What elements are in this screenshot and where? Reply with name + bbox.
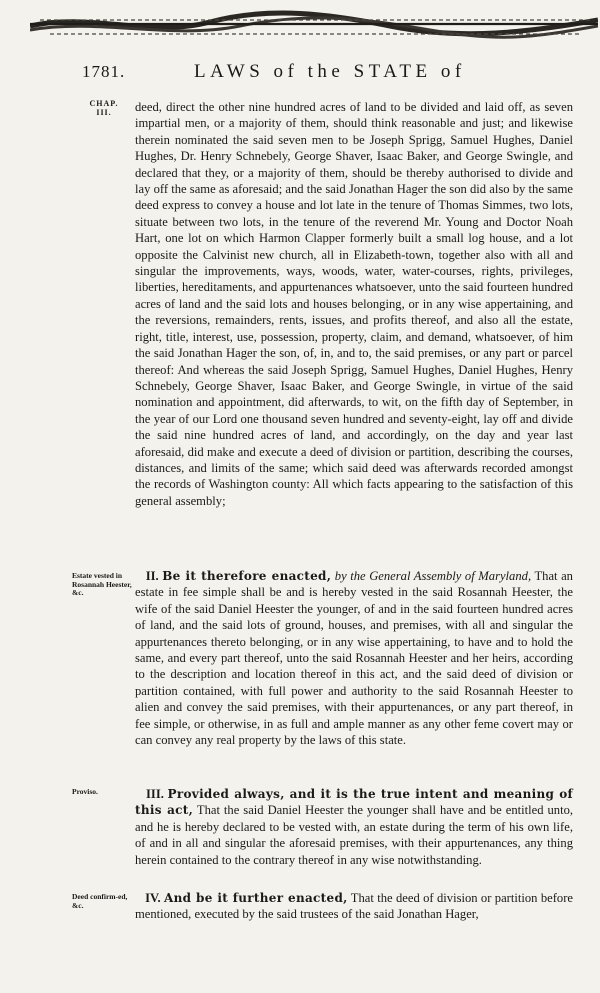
section-4: [135, 890, 573, 923]
running-header: [82, 62, 582, 88]
margin-chapter: [84, 100, 124, 117]
section-2: [135, 568, 573, 748]
continuation-paragraph: [135, 99, 573, 509]
section-3-lead: Provided always, and it is the true intent and meaning of this act,: [135, 787, 573, 818]
section-2-enacting: by the General Assembly of Maryland,: [334, 569, 532, 583]
margin-note-deed: Deed confirm-ed, &c.: [72, 892, 128, 910]
page-year: 1781.: [82, 62, 126, 81]
section-3: [135, 786, 573, 868]
section-2-paragraph: [135, 568, 573, 748]
margin-note-estate: Estate vested in Rosannah Heester, &c.: [72, 571, 132, 597]
section-4-text: That the deed of division or partition before mentioned, executed by the said trustees of the said Jonathan Hager,: [135, 891, 573, 922]
header-ornament: [30, 8, 598, 42]
margin-note-proviso: Proviso.: [72, 787, 98, 796]
section-2-lead: Be it therefore enacted,: [162, 569, 332, 583]
section-4-number: IV.: [145, 891, 161, 905]
chapter-label: CHAP.: [89, 99, 119, 108]
section-3-paragraph: [135, 786, 573, 868]
continuation-text: deed, direct the other nine hundred acres of land to be divided and laid off, as seven impartial men, or a majority of them, should think reasonable and just; and likewise therein nominated the said seven men to be Joseph Sprigg, Samuel Hughes, Daniel Hughes, Dr. Henry Schnebely, George Shaver, Isaac Baker, and George Swingle, and declared that they, or a majority of them, should be thereby authorised to divide and lay off the same as aforesaid; and the said Jonathan Hager the son did also by the same deed express to convey a house and lot late in the tenure of Thomas Simmes, two lots, situate between two lots, in the tenure of the reverend Mr. Young and Doctor Noah Hart, one lot on which Harmon Clapper formerly built a small log house, and a lot opposite the Calvinist new church, all in Elizabeth-town, together also with all and singular the improvements, ways, woods, water, water-courses, rights, privileges, liberties, hereditaments, and appurtenances whatsoever, unto the said fourteen hundred acres of land and the said lots and houses belonging, or in any wise appertaining, and the reversions, remainders, rents, issues, and profits thereof, and also all the estate, right, title, interest, use, possession, property, claim, and demand, whatsoever, of him the said Jonathan Hager the son, of, in, and to, the said premises, or any part or parcel thereof: And whereas the said Joseph Sprigg, Samuel Hughes, Daniel Hughes, Henry Schnebely, George Shaver, Isaac Baker, and George Swingle, in virtue of the said nomination and appointment, did afterwards, to wit, on the fifth day of September, in the year of our Lord one thousand seven hundred and seventy-eight, lay off and divide the said nine hundred acres of land, and accordingly, on the day and year last aforesaid, did make and execute a deed of division or partition, describing the courses, distances, and limits of the same; which said deed was afterwards recorded amongst the records of Washington county: All which facts appearing to the satisfaction of this general assembly;: [135, 100, 573, 508]
section-4-lead: And be it further enacted,: [164, 891, 348, 905]
section-3-text: That the said Daniel Heester the younger shall have and be entitled unto, and he is hereby declared to be vested with, an estate during the term of his own life, of and in all and singular the aforesaid premises, with their appurtenances, any thing herein contained to the contrary thereof in any wise notwithstanding.: [135, 803, 574, 867]
section-4-paragraph: [135, 890, 573, 923]
running-title: LAWS of the STATE of: [194, 61, 466, 82]
section-2-number: II.: [145, 569, 159, 583]
section-3-number: III.: [146, 787, 164, 801]
chapter-number: III.: [96, 107, 112, 117]
section-2-text: That an estate in fee simple shall be and is hereby vested in the said Rosannah Heester, the wife of the said Daniel Heester the younger, of and in the said fourteen hundred acres of land, and the said lots of ground, houses, and premises, with all and singular the appurtenances thereto belonging, or in any wise appertaining, to have and to hold the same, and every part thereof, unto the said Rosannah Heester and her heirs, according to the description and location thereof in this act, and the said deed of division or partition contained, with full power and authority to the said Rosannah Heester to alien and convey the said premises, with their appurtenances, or any part thereof, in fee simple, or otherwise, in as full and ample manner as any other feme covert may or can convey any real property by the laws of this state.: [135, 569, 573, 748]
